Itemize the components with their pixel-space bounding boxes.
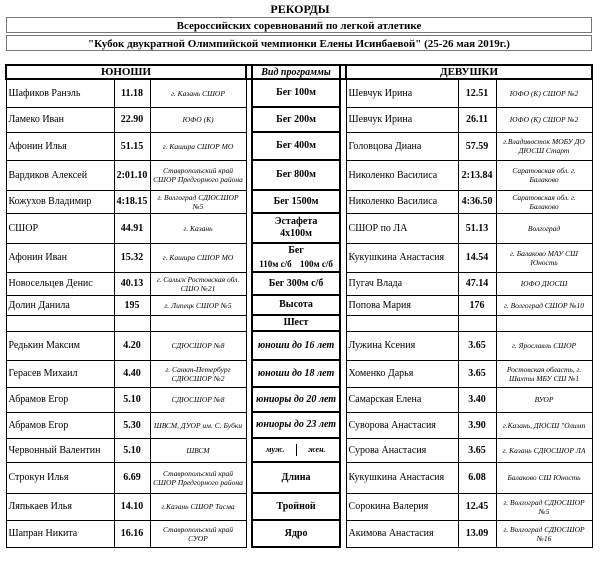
girl-result: 26.11 xyxy=(458,107,496,132)
boy-name: Редькин Максим xyxy=(6,331,114,360)
record-row xyxy=(6,243,592,272)
girl-result: 13.09 xyxy=(458,520,496,547)
event-distance: 4х100м xyxy=(280,228,312,239)
event-name: Бег 300м с/б xyxy=(252,272,340,295)
girl-result: 3.65 xyxy=(458,331,496,360)
boy-place: ЮФО (К) xyxy=(150,107,246,132)
girl-result: 3.40 xyxy=(458,387,496,412)
page-title: РЕКОРДЫ xyxy=(270,2,330,16)
girl-place: г. Волгоград СДЮСШОР №5 xyxy=(496,493,592,520)
girl-name xyxy=(346,315,458,331)
boy-place: СДЮСШОР №8 xyxy=(150,331,246,360)
girl-place xyxy=(496,315,592,331)
girl-name: Головцова Диана xyxy=(346,132,458,160)
boy-place xyxy=(150,315,246,331)
event-label: Бег xyxy=(288,245,304,256)
boy-result: 4.20 xyxy=(114,331,150,360)
boy-result: 6.69 xyxy=(114,462,150,493)
event-label: Эстафета xyxy=(274,216,318,227)
girl-place: Волгоград xyxy=(496,213,592,243)
boy-place: г. Кашира СШОР МО xyxy=(150,243,246,272)
girl-place: Саратовская обл. г. Балаково xyxy=(496,160,592,190)
event-name: Тройной xyxy=(252,493,340,520)
cup-title: "Кубок двукратной Олимпийской чемпионки Елены Исинбаевой" (25-26 мая 2019г.) xyxy=(6,35,592,51)
boy-name: Афонин Иван xyxy=(6,243,114,272)
girl-result: 57.59 xyxy=(458,132,496,160)
boys-header: ЮНОШИ xyxy=(6,65,246,79)
boy-place: Ставропольский край СШОР Предгорного района xyxy=(150,462,246,493)
boy-place: г. Сальск Ростовская обл. СШО №21 xyxy=(150,272,246,295)
records-body xyxy=(6,79,592,547)
boy-name: Червонный Валентин xyxy=(6,438,114,462)
record-row xyxy=(6,520,592,547)
record-row xyxy=(6,360,592,387)
event-name: Ядро xyxy=(252,520,340,547)
girl-place: г.Казань, ДЮСШ "Олимп xyxy=(496,412,592,438)
boy-place: г. Казань xyxy=(150,213,246,243)
girl-name: Сорокина Валерия xyxy=(346,493,458,520)
boy-result: 5.10 xyxy=(114,387,150,412)
boy-result: 44.91 xyxy=(114,213,150,243)
girl-name: Акимова Анастасия xyxy=(346,520,458,547)
girl-place: ЮФО (К) СШОР №2 xyxy=(496,107,592,132)
record-row xyxy=(6,462,592,493)
girl-result xyxy=(458,315,496,331)
boy-name: СШОР xyxy=(6,213,114,243)
header-row xyxy=(6,65,592,79)
girl-place: ВУОР xyxy=(496,387,592,412)
girl-name: Самарская Елена xyxy=(346,387,458,412)
girl-place: ЮФО ДЮСШ xyxy=(496,272,592,295)
record-row xyxy=(6,160,592,190)
girl-place: г. Волгоград СШОР №10 xyxy=(496,295,592,315)
boy-result: 195 xyxy=(114,295,150,315)
boy-name: Ляпькаев Илья xyxy=(6,493,114,520)
boy-place: г.Казань СШОР Тасма xyxy=(150,493,246,520)
record-row xyxy=(6,438,592,462)
event-variant-girls: 100м с/б xyxy=(299,259,333,269)
boy-name: Афонин Илья xyxy=(6,132,114,160)
record-row xyxy=(6,412,592,438)
boy-result: 5.10 xyxy=(114,438,150,462)
record-row xyxy=(6,272,592,295)
girl-place: г. Казань СДЮСШОР ЛА xyxy=(496,438,592,462)
event-name: Бег 800м xyxy=(252,160,340,190)
girl-name: Суворова Анастасия xyxy=(346,412,458,438)
boy-place: г. Кашира СШОР МО xyxy=(150,132,246,160)
girl-name: Кукушкина Анастасия xyxy=(346,243,458,272)
record-row xyxy=(6,493,592,520)
event-name: Высота xyxy=(252,295,340,315)
subtitle: Всероссийских соревнований по легкой атлетике xyxy=(6,17,592,33)
boy-name: Ламеко Иван xyxy=(6,107,114,132)
events-header: Вид программы xyxy=(252,65,340,79)
event-name: юниоры до 20 лет xyxy=(252,387,340,412)
boy-name: Герасев Михаил xyxy=(6,360,114,387)
boy-name: Кожухов Владимир xyxy=(6,190,114,213)
boy-result: 16.16 xyxy=(114,520,150,547)
girl-place: г.Владивосток МОБУ ДО ДЮСШ Старт xyxy=(496,132,592,160)
girl-place: ЮФО (К) СШОР №2 xyxy=(496,79,592,107)
boy-result xyxy=(114,315,150,331)
girl-result: 4:36.50 xyxy=(458,190,496,213)
boy-result: 51.15 xyxy=(114,132,150,160)
boy-result: 14.10 xyxy=(114,493,150,520)
boy-name xyxy=(6,315,114,331)
girl-place: г. Ярославль СШОР xyxy=(496,331,592,360)
girl-result: 3.90 xyxy=(458,412,496,438)
boy-name: Вардиков Алексей xyxy=(6,160,114,190)
girl-result: 47.14 xyxy=(458,272,496,295)
boy-name: Шафиков Ранэль xyxy=(6,79,114,107)
girl-result: 6.08 xyxy=(458,462,496,493)
women-label: жен. xyxy=(296,444,338,456)
girl-name: Шевчук Ирина xyxy=(346,79,458,107)
record-row xyxy=(6,107,592,132)
boy-place: г. Липецк СШОР №5 xyxy=(150,295,246,315)
girls-header: ДЕВУШКИ xyxy=(346,65,592,79)
boy-result: 5.30 xyxy=(114,412,150,438)
men-label: муж. xyxy=(266,445,285,454)
event-name: юноши до 18 лет xyxy=(252,360,340,387)
boy-place: г. Волгоград СДЮСШОР №5 xyxy=(150,190,246,213)
record-row xyxy=(6,190,592,213)
boy-result: 4.40 xyxy=(114,360,150,387)
girl-result: 12.45 xyxy=(458,493,496,520)
girl-name: Николенко Василиса xyxy=(346,190,458,213)
event-name: Длина xyxy=(252,462,340,493)
boy-result: 4:18.15 xyxy=(114,190,150,213)
girl-place: г. Волгоград СДЮСШОР №16 xyxy=(496,520,592,547)
record-row xyxy=(6,331,592,360)
event-name xyxy=(252,213,340,243)
girl-result: 3.65 xyxy=(458,360,496,387)
record-row xyxy=(6,295,592,315)
boy-name: Новосельцев Денис xyxy=(6,272,114,295)
boy-place: г. Санкт-Петербург СДЮСШОР №2 xyxy=(150,360,246,387)
girl-place: Ростовская область, г. Шахты МБУ СШ №1 xyxy=(496,360,592,387)
girl-name: Хоменко Дарья xyxy=(346,360,458,387)
record-row xyxy=(6,79,592,107)
event-variant-boys: 110м с/б xyxy=(259,259,292,269)
boy-name: Строкун Илья xyxy=(6,462,114,493)
record-row xyxy=(6,315,592,331)
girl-name: Сурова Анастасия xyxy=(346,438,458,462)
records-table xyxy=(5,64,593,548)
girl-result: 176 xyxy=(458,295,496,315)
girl-result: 3.65 xyxy=(458,438,496,462)
girl-name: Попова Мария xyxy=(346,295,458,315)
boy-place: Ставропольский край СУОР xyxy=(150,520,246,547)
record-row xyxy=(6,132,592,160)
event-name: юноши до 16 лет xyxy=(252,331,340,360)
event-name: Бег 1500м xyxy=(252,190,340,213)
boy-name: Шапран Никита xyxy=(6,520,114,547)
girl-result: 14.54 xyxy=(458,243,496,272)
girl-name: Кукушкина Анастасия xyxy=(346,462,458,493)
girl-name: Лужина Ксения xyxy=(346,331,458,360)
girl-result: 51.13 xyxy=(458,213,496,243)
boy-result: 22.90 xyxy=(114,107,150,132)
boy-place: ШВСМ, ДУОР им. С. Бубки xyxy=(150,412,246,438)
girl-place: Балаково СШ Юность xyxy=(496,462,592,493)
event-name: Бег 100м xyxy=(252,79,340,107)
boy-result: 2:01.10 xyxy=(114,160,150,190)
boy-place: СДЮСШОР №8 xyxy=(150,387,246,412)
girl-result: 2:13.84 xyxy=(458,160,496,190)
event-name: юниоры до 23 лет xyxy=(252,412,340,438)
girl-place: г. Балаково МАУ СШ Юность xyxy=(496,243,592,272)
record-row xyxy=(6,387,592,412)
boy-result: 11.18 xyxy=(114,79,150,107)
record-row xyxy=(6,213,592,243)
boy-name: Долин Данила xyxy=(6,295,114,315)
boy-place: г. Казань СШОР xyxy=(150,79,246,107)
boy-name: Абрамов Егор xyxy=(6,387,114,412)
event-name: Шест xyxy=(252,315,340,331)
event-name xyxy=(252,243,340,272)
girl-result: 12.51 xyxy=(458,79,496,107)
girl-name: СШОР по ЛА xyxy=(346,213,458,243)
girl-name: Пугач Влада xyxy=(346,272,458,295)
girl-name: Николенко Василиса xyxy=(346,160,458,190)
boy-result: 15.32 xyxy=(114,243,150,272)
event-name xyxy=(252,438,340,462)
boy-name: Абрамов Егор xyxy=(6,412,114,438)
girl-name: Шевчук Ирина xyxy=(346,107,458,132)
boy-place: Ставропольский край СШОР Предгорного района xyxy=(150,160,246,190)
boy-place: ШВСМ xyxy=(150,438,246,462)
event-name: Бег 400м xyxy=(252,132,340,160)
boy-result: 40.13 xyxy=(114,272,150,295)
event-name: Бег 200м xyxy=(252,107,340,132)
girl-place: Саратовская обл. г. Балаково xyxy=(496,190,592,213)
